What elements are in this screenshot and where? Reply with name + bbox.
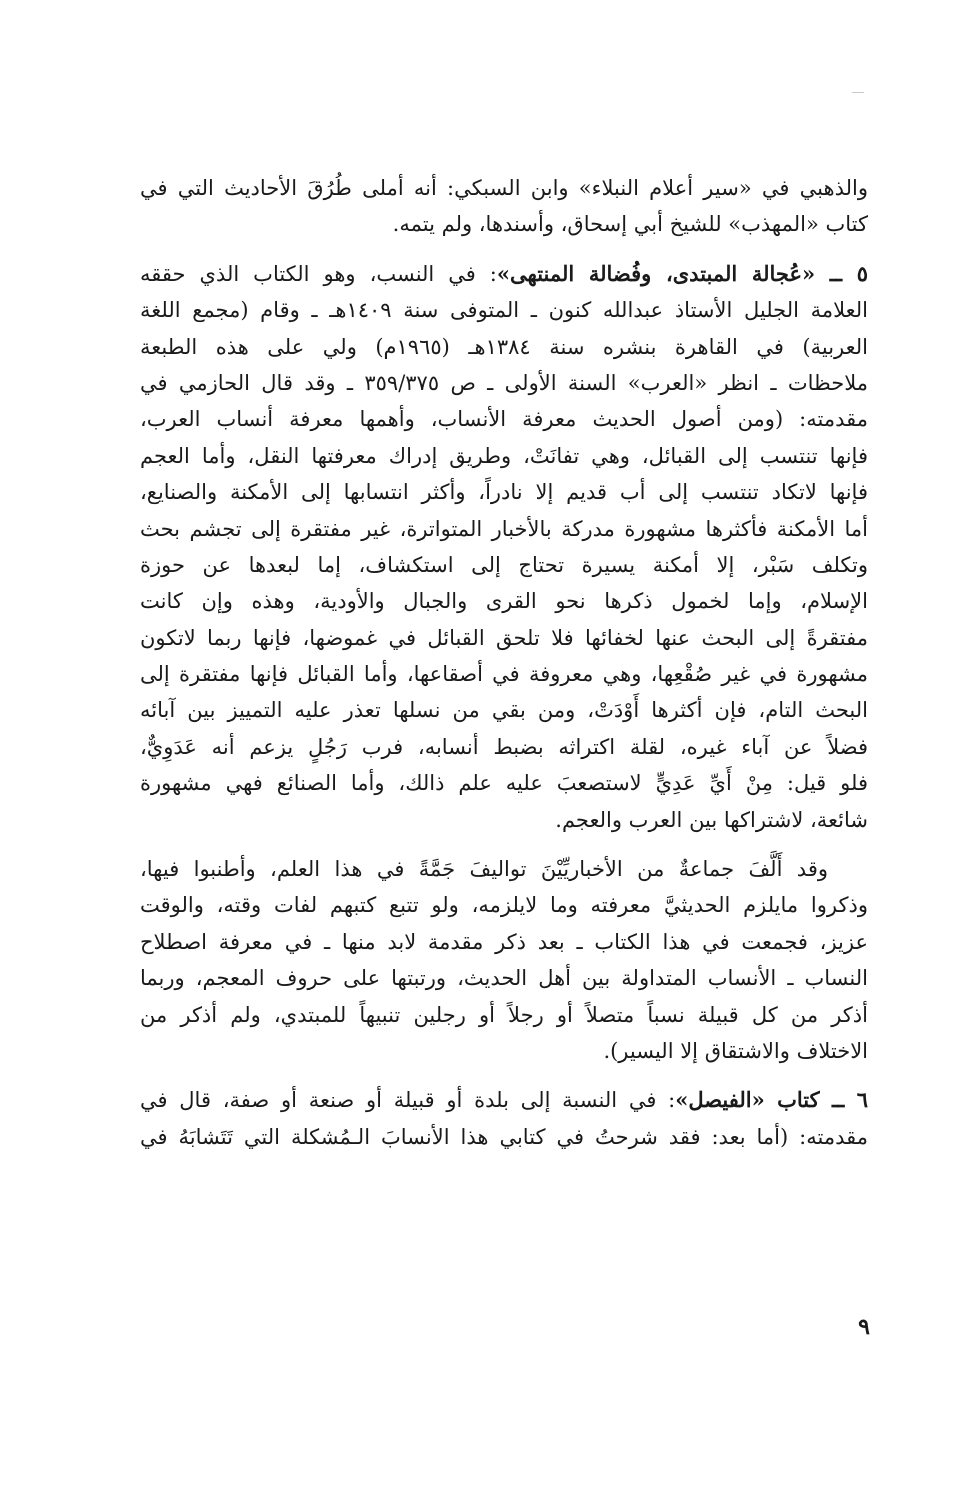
text-line: أذكر من كل قبيلة نسباً متصلاً أو رجلاً أو رجلين تنبيهاً للمبتدي، ولم أذكر من	[140, 1002, 868, 1027]
text-line: وذكروا مايلزم الحديثيَّ معرفته وما لايلزمه، ولو تتبع كتبهم لفات وقته، والوقت	[140, 893, 868, 918]
text-line: العربية) في القاهرة بنشره سنة ١٣٨٤هـ (١٩٦٥م) ولي على هذه الطبعة	[140, 334, 868, 359]
text-line: الاختلاف والاشتقاق إلا اليسير).	[603, 1038, 868, 1063]
page-number: ٩	[858, 1314, 870, 1340]
text-line: مقدمته: (ومن أصول الحديث معرفة الأنساب، وأهمها معرفة أنساب العرب،	[140, 407, 868, 432]
text-line: البحث التام، فإن أكثرها أَوْدَتْ، ومن بقي من نسلها تعذر عليه التمييز بين آبائه	[140, 698, 868, 723]
text-line: وتكلف سَبْر، إلا أمكنة يسيرة تحتاج إلى استكشاف، إما لبعدها عن حوزة	[140, 552, 868, 577]
text-line: وقد أَلَّفَ جماعةٌ من الأخباريِّيْنَ تواليفَ جَمَّةً في هذا العلم، وأطنبوا فيها،	[140, 857, 828, 882]
text-line	[140, 1082, 868, 1118]
text-line: كتاب «المهذب» للشيخ أبي إسحاق، وأسندها، ولم يتمه.	[392, 212, 868, 237]
text-line: عزيز، فجمعت في هذا الكتاب ـ بعد ذكر مقدمة لابد منها ـ في معرفة اصطلاح	[140, 929, 868, 954]
scan-mark	[852, 92, 864, 93]
text-line: فإنها تنتسب إلى القبائل، وهي تفانَتْ، وطريق إدراك معرفتها النقل، وأما العجم	[140, 443, 868, 468]
paragraph-2	[140, 256, 868, 838]
paragraph-4	[140, 1082, 868, 1155]
text-line: والذهبي في «سير أعلام النبلاء» وابن السبكي: أنه أملى طُرُقَ الأحاديث التي في	[140, 176, 868, 200]
text-line	[140, 256, 868, 292]
paragraph-3	[140, 851, 868, 1069]
section-heading-6: ٦ ــ كتاب «الفيصل»	[675, 1087, 868, 1113]
text-line: مشهورة في غير صُقْعِها، وهي معروفة في أصقاعها، وأما القبائل فإنها مفتقرة إلى	[140, 662, 868, 687]
paragraph-1	[140, 170, 868, 243]
text-line: العلامة الجليل الأستاذ عبدالله كنون ـ المتوفى سنة ١٤٠٩هـ ـ وقام (مجمع اللغة	[140, 298, 868, 323]
heading-continuation: : في النسبة إلى بلدة أو قبيلة أو صنعة أو صفة، قال في	[140, 1088, 676, 1113]
text-line: شائعة، لاشتراكها بين العرب والعجم.	[555, 807, 868, 832]
text-line: أما الأمكنة فأكثرها مشهورة مدركة بالأخبار المتواترة، غير مفتقرة إلى تجشم بحث	[140, 516, 868, 541]
page-body	[140, 170, 868, 1155]
text-line: الإسلام، وإما لخمول ذكرها نحو القرى والجبال والأودية، وهذه وإن كانت	[140, 589, 868, 614]
text-line: فلو قيل: مِنْ أَيِّ عَدِيٍّ لاستصعبَ عليه علم ذالك، وأما الصنائع فهي مشهورة	[140, 771, 868, 796]
text-line: فضلاً عن آباء غيره، لقلة اكتراثه بضبط أنسابه، فرب رَجُلٍ يزعم أنه عَدَوِيٌّ،	[140, 734, 868, 759]
text-line: فإنها لاتكاد تنتسب إلى أب قديم إلا نادراً، وأكثر انتسابها إلى الأمكنة والصنايع،	[140, 480, 868, 505]
text-line: ملاحظات ـ انظر «العرب» السنة الأولى ـ ص ٣٥٩/٣٧٥ ـ وقد قال الحازمي في	[140, 370, 868, 395]
text-line: النساب ـ الأنساب المتداولة بين أهل الحديث، ورتبتها على حروف المعجم، وربما	[140, 966, 868, 991]
text-line: مقدمته: (أما بعد: فقد شرحتُ في كتابي هذا الأنسابَ الـمُشكلة التي تَتَشابَهُ في	[140, 1124, 868, 1149]
section-heading-5: ٥ ــ «عُجالة المبتدى، وفُضالة المنتهى»	[496, 260, 868, 286]
heading-continuation: : في النسب، وهو الكتاب الذي حققه	[140, 261, 497, 286]
text-line: مفتقرةً إلى البحث عنها لخفائها فلا تلحق القبائل في غموضها، فإنها ربما لاتكون	[140, 625, 868, 650]
